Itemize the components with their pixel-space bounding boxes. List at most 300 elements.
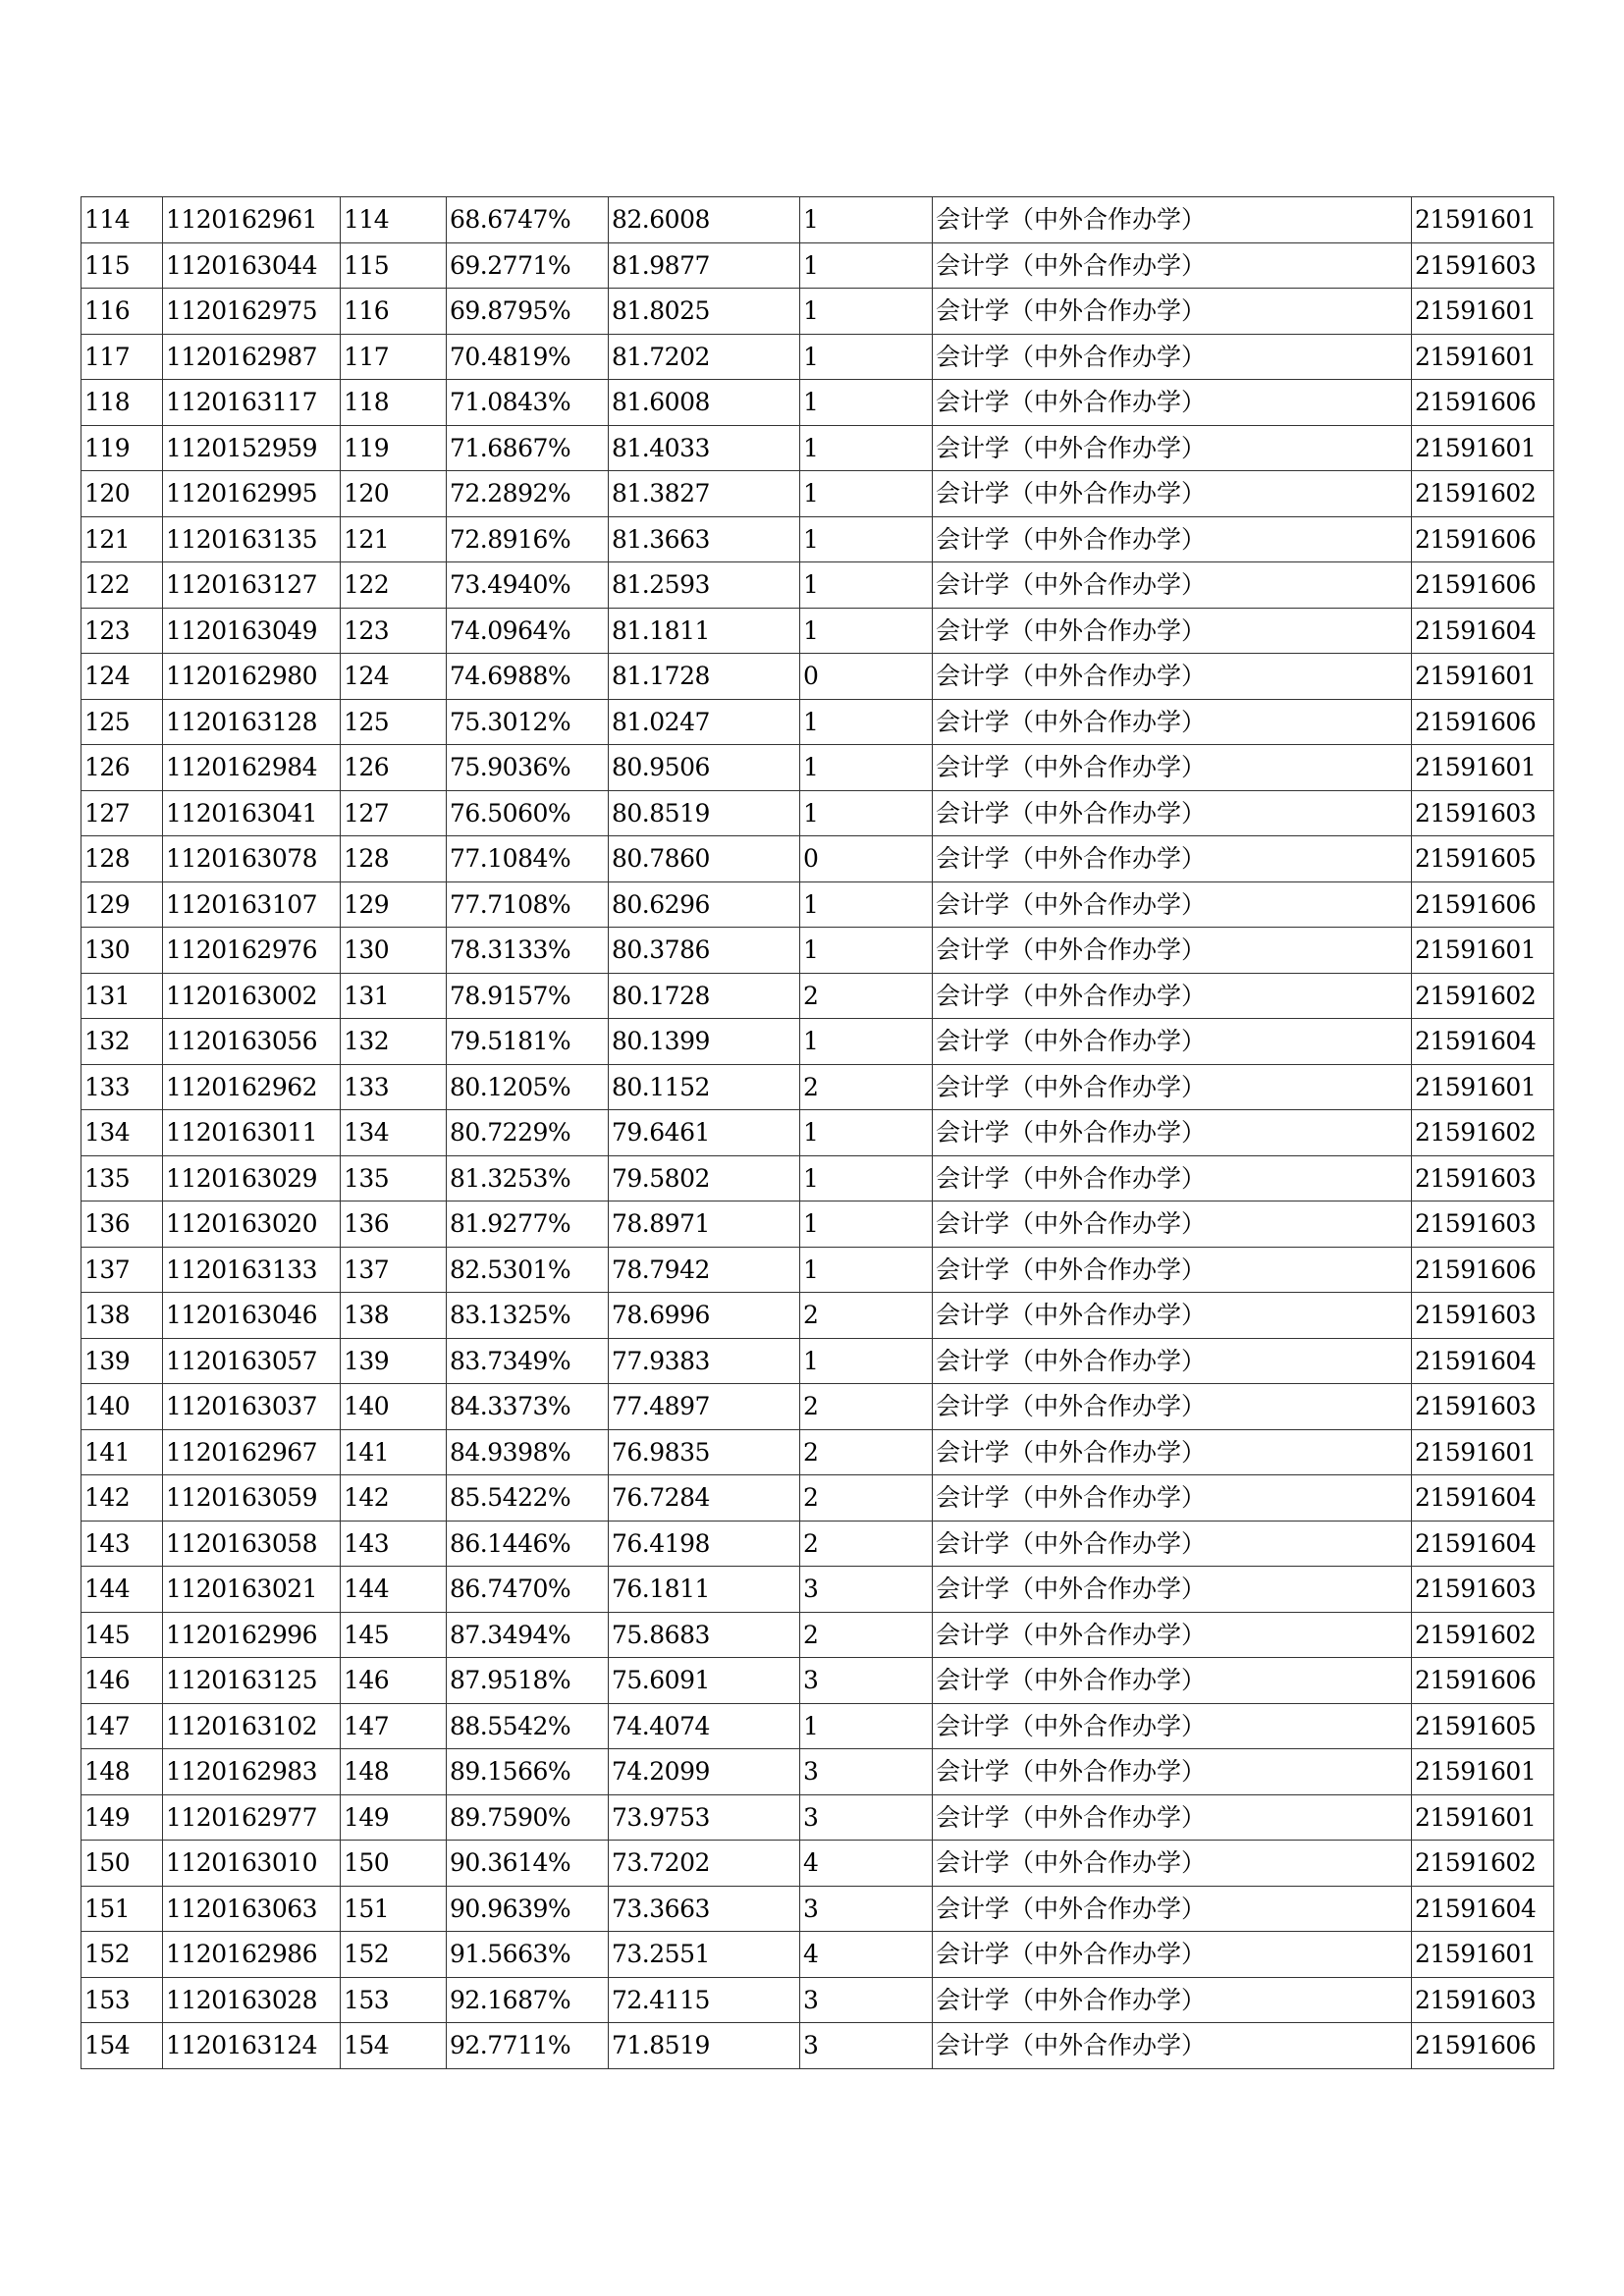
score-cell: 76.9835 [609, 1429, 800, 1475]
rank-cell: 137 [81, 1247, 163, 1293]
position-cell: 140 [341, 1384, 447, 1430]
class-cell: 21591602 [1412, 471, 1554, 517]
student-id-cell: 1120162986 [163, 1932, 341, 1978]
student-id-cell: 1120162983 [163, 1749, 341, 1795]
percentile-cell: 89.1566% [447, 1749, 609, 1795]
rank-cell: 126 [81, 745, 163, 791]
rank-cell: 132 [81, 1019, 163, 1065]
score-cell: 81.1811 [609, 608, 800, 654]
table-row [81, 1886, 1554, 1932]
major-cell: 会计学（中外合作办学） [933, 1567, 1412, 1613]
rank-cell: 145 [81, 1612, 163, 1658]
table-row [81, 928, 1554, 974]
student-id-cell: 1120163041 [163, 790, 341, 836]
table-row [81, 608, 1554, 654]
rank-cell: 121 [81, 516, 163, 562]
table-row [81, 1749, 1554, 1795]
student-id-cell: 1120163037 [163, 1384, 341, 1430]
position-cell: 128 [341, 836, 447, 882]
student-id-cell: 1120162967 [163, 1429, 341, 1475]
major-cell: 会计学（中外合作办学） [933, 2023, 1412, 2069]
class-cell: 21591602 [1412, 1841, 1554, 1887]
student-id-cell: 1120163128 [163, 699, 341, 745]
percentile-cell: 77.1084% [447, 836, 609, 882]
count-cell: 2 [800, 1612, 933, 1658]
count-cell: 1 [800, 1201, 933, 1248]
class-cell: 21591606 [1412, 881, 1554, 928]
position-cell: 117 [341, 334, 447, 380]
class-cell: 21591601 [1412, 745, 1554, 791]
major-cell: 会计学（中外合作办学） [933, 836, 1412, 882]
student-id-cell: 1120163021 [163, 1567, 341, 1613]
rank-cell: 116 [81, 289, 163, 335]
table-row [81, 790, 1554, 836]
percentile-cell: 81.9277% [447, 1201, 609, 1248]
major-cell: 会计学（中外合作办学） [933, 1475, 1412, 1522]
score-cell: 76.1811 [609, 1567, 800, 1613]
table-row [81, 1110, 1554, 1156]
position-cell: 121 [341, 516, 447, 562]
student-id-cell: 1120163078 [163, 836, 341, 882]
student-id-cell: 1120163059 [163, 1475, 341, 1522]
class-cell: 21591604 [1412, 1886, 1554, 1932]
position-cell: 127 [341, 790, 447, 836]
percentile-cell: 69.8795% [447, 289, 609, 335]
percentile-cell: 79.5181% [447, 1019, 609, 1065]
class-cell: 21591603 [1412, 1384, 1554, 1430]
score-cell: 81.3827 [609, 471, 800, 517]
class-cell: 21591601 [1412, 334, 1554, 380]
position-cell: 119 [341, 425, 447, 471]
rank-cell: 118 [81, 380, 163, 426]
percentile-cell: 71.6867% [447, 425, 609, 471]
class-cell: 21591601 [1412, 1749, 1554, 1795]
percentile-cell: 87.9518% [447, 1658, 609, 1704]
major-cell: 会计学（中外合作办学） [933, 1338, 1412, 1384]
score-cell: 80.9506 [609, 745, 800, 791]
class-cell: 21591604 [1412, 1019, 1554, 1065]
percentile-cell: 74.0964% [447, 608, 609, 654]
percentile-cell: 86.7470% [447, 1567, 609, 1613]
count-cell: 1 [800, 699, 933, 745]
position-cell: 132 [341, 1019, 447, 1065]
position-cell: 151 [341, 1886, 447, 1932]
count-cell: 3 [800, 1658, 933, 1704]
rank-cell: 153 [81, 1977, 163, 2023]
class-cell: 21591601 [1412, 425, 1554, 471]
rank-cell: 129 [81, 881, 163, 928]
position-cell: 137 [341, 1247, 447, 1293]
table-row [81, 562, 1554, 609]
table-row [81, 1475, 1554, 1522]
student-id-cell: 1120162961 [163, 197, 341, 243]
position-cell: 146 [341, 1658, 447, 1704]
count-cell: 1 [800, 790, 933, 836]
class-cell: 21591602 [1412, 1612, 1554, 1658]
student-id-cell: 1120163102 [163, 1703, 341, 1749]
rank-cell: 123 [81, 608, 163, 654]
major-cell: 会计学（中外合作办学） [933, 425, 1412, 471]
count-cell: 2 [800, 973, 933, 1019]
major-cell: 会计学（中外合作办学） [933, 608, 1412, 654]
student-id-cell: 1120162995 [163, 471, 341, 517]
major-cell: 会计学（中外合作办学） [933, 242, 1412, 289]
count-cell: 2 [800, 1429, 933, 1475]
major-cell: 会计学（中外合作办学） [933, 1247, 1412, 1293]
count-cell: 2 [800, 1064, 933, 1110]
score-cell: 81.7202 [609, 334, 800, 380]
count-cell: 1 [800, 1019, 933, 1065]
percentile-cell: 83.7349% [447, 1338, 609, 1384]
major-cell: 会计学（中外合作办学） [933, 1886, 1412, 1932]
position-cell: 143 [341, 1521, 447, 1567]
table-row [81, 334, 1554, 380]
table-row [81, 1932, 1554, 1978]
student-id-cell: 1120163029 [163, 1155, 341, 1201]
percentile-cell: 72.2892% [447, 471, 609, 517]
class-cell: 21591601 [1412, 654, 1554, 700]
position-cell: 141 [341, 1429, 447, 1475]
position-cell: 116 [341, 289, 447, 335]
percentile-cell: 78.9157% [447, 973, 609, 1019]
class-cell: 21591606 [1412, 380, 1554, 426]
rank-cell: 127 [81, 790, 163, 836]
student-id-cell: 1120163117 [163, 380, 341, 426]
student-id-cell: 1120163028 [163, 1977, 341, 2023]
rank-cell: 115 [81, 242, 163, 289]
percentile-cell: 87.3494% [447, 1612, 609, 1658]
percentile-cell: 71.0843% [447, 380, 609, 426]
position-cell: 125 [341, 699, 447, 745]
table-row [81, 1019, 1554, 1065]
rank-cell: 150 [81, 1841, 163, 1887]
rank-cell: 128 [81, 836, 163, 882]
position-cell: 124 [341, 654, 447, 700]
class-cell: 21591601 [1412, 1429, 1554, 1475]
major-cell: 会计学（中外合作办学） [933, 1293, 1412, 1339]
class-cell: 21591606 [1412, 2023, 1554, 2069]
table-row [81, 380, 1554, 426]
table-row [81, 1521, 1554, 1567]
position-cell: 147 [341, 1703, 447, 1749]
percentile-cell: 68.6747% [447, 197, 609, 243]
percentile-cell: 88.5542% [447, 1703, 609, 1749]
score-cell: 80.1152 [609, 1064, 800, 1110]
table-row [81, 425, 1554, 471]
rank-cell: 146 [81, 1658, 163, 1704]
position-cell: 135 [341, 1155, 447, 1201]
major-cell: 会计学（中外合作办学） [933, 1612, 1412, 1658]
percentile-cell: 73.4940% [447, 562, 609, 609]
position-cell: 131 [341, 973, 447, 1019]
score-cell: 80.1728 [609, 973, 800, 1019]
position-cell: 148 [341, 1749, 447, 1795]
position-cell: 136 [341, 1201, 447, 1248]
percentile-cell: 90.3614% [447, 1841, 609, 1887]
major-cell: 会计学（中外合作办学） [933, 881, 1412, 928]
table-row [81, 1612, 1554, 1658]
rank-cell: 124 [81, 654, 163, 700]
class-cell: 21591603 [1412, 242, 1554, 289]
position-cell: 149 [341, 1794, 447, 1841]
percentile-cell: 91.5663% [447, 1932, 609, 1978]
score-cell: 72.4115 [609, 1977, 800, 2023]
count-cell: 1 [800, 608, 933, 654]
percentile-cell: 86.1446% [447, 1521, 609, 1567]
position-cell: 118 [341, 380, 447, 426]
table-row [81, 881, 1554, 928]
class-cell: 21591601 [1412, 289, 1554, 335]
rank-cell: 142 [81, 1475, 163, 1522]
score-cell: 81.4033 [609, 425, 800, 471]
rank-cell: 117 [81, 334, 163, 380]
score-cell: 75.6091 [609, 1658, 800, 1704]
position-cell: 139 [341, 1338, 447, 1384]
count-cell: 2 [800, 1521, 933, 1567]
position-cell: 115 [341, 242, 447, 289]
count-cell: 1 [800, 289, 933, 335]
class-cell: 21591604 [1412, 1338, 1554, 1384]
percentile-cell: 84.3373% [447, 1384, 609, 1430]
position-cell: 134 [341, 1110, 447, 1156]
score-cell: 74.4074 [609, 1703, 800, 1749]
percentile-cell: 82.5301% [447, 1247, 609, 1293]
rank-cell: 135 [81, 1155, 163, 1201]
class-cell: 21591602 [1412, 1110, 1554, 1156]
class-cell: 21591601 [1412, 1064, 1554, 1110]
score-cell: 81.6008 [609, 380, 800, 426]
count-cell: 3 [800, 1977, 933, 2023]
student-id-cell: 1120162996 [163, 1612, 341, 1658]
major-cell: 会计学（中外合作办学） [933, 745, 1412, 791]
class-cell: 21591601 [1412, 1794, 1554, 1841]
count-cell: 1 [800, 516, 933, 562]
class-cell: 21591603 [1412, 1977, 1554, 2023]
class-cell: 21591606 [1412, 562, 1554, 609]
score-cell: 76.7284 [609, 1475, 800, 1522]
major-cell: 会计学（中外合作办学） [933, 380, 1412, 426]
percentile-cell: 81.3253% [447, 1155, 609, 1201]
rank-cell: 122 [81, 562, 163, 609]
table-row [81, 1155, 1554, 1201]
position-cell: 122 [341, 562, 447, 609]
student-id-cell: 1120163049 [163, 608, 341, 654]
count-cell: 1 [800, 334, 933, 380]
percentile-cell: 83.1325% [447, 1293, 609, 1339]
major-cell: 会计学（中外合作办学） [933, 1932, 1412, 1978]
class-cell: 21591604 [1412, 1475, 1554, 1522]
student-id-cell: 1120162975 [163, 289, 341, 335]
position-cell: 133 [341, 1064, 447, 1110]
rank-cell: 133 [81, 1064, 163, 1110]
score-cell: 81.1728 [609, 654, 800, 700]
table-row [81, 1429, 1554, 1475]
percentile-cell: 75.3012% [447, 699, 609, 745]
table-row [81, 242, 1554, 289]
score-cell: 82.6008 [609, 197, 800, 243]
table-row [81, 654, 1554, 700]
major-cell: 会计学（中外合作办学） [933, 289, 1412, 335]
class-cell: 21591601 [1412, 1932, 1554, 1978]
position-cell: 145 [341, 1612, 447, 1658]
major-cell: 会计学（中外合作办学） [933, 1703, 1412, 1749]
count-cell: 2 [800, 1475, 933, 1522]
score-cell: 73.9753 [609, 1794, 800, 1841]
count-cell: 1 [800, 1247, 933, 1293]
percentile-cell: 90.9639% [447, 1886, 609, 1932]
table-row [81, 1064, 1554, 1110]
position-cell: 126 [341, 745, 447, 791]
rank-cell: 136 [81, 1201, 163, 1248]
rank-cell: 151 [81, 1886, 163, 1932]
count-cell: 4 [800, 1841, 933, 1887]
count-cell: 3 [800, 2023, 933, 2069]
major-cell: 会计学（中外合作办学） [933, 1794, 1412, 1841]
student-id-cell: 1120163056 [163, 1019, 341, 1065]
percentile-cell: 80.7229% [447, 1110, 609, 1156]
rank-cell: 141 [81, 1429, 163, 1475]
class-cell: 21591603 [1412, 1293, 1554, 1339]
count-cell: 0 [800, 836, 933, 882]
position-cell: 120 [341, 471, 447, 517]
score-cell: 75.8683 [609, 1612, 800, 1658]
student-id-cell: 1120163127 [163, 562, 341, 609]
class-cell: 21591602 [1412, 973, 1554, 1019]
student-id-cell: 1120162962 [163, 1064, 341, 1110]
score-cell: 79.6461 [609, 1110, 800, 1156]
position-cell: 130 [341, 928, 447, 974]
rank-cell: 139 [81, 1338, 163, 1384]
student-id-cell: 1120163107 [163, 881, 341, 928]
count-cell: 3 [800, 1886, 933, 1932]
table-body [81, 197, 1554, 2069]
table-row [81, 1384, 1554, 1430]
score-cell: 81.3663 [609, 516, 800, 562]
table-row [81, 836, 1554, 882]
major-cell: 会计学（中外合作办学） [933, 1110, 1412, 1156]
table-row [81, 1201, 1554, 1248]
rank-cell: 143 [81, 1521, 163, 1567]
class-cell: 21591606 [1412, 516, 1554, 562]
count-cell: 1 [800, 425, 933, 471]
position-cell: 114 [341, 197, 447, 243]
major-cell: 会计学（中外合作办学） [933, 562, 1412, 609]
student-id-cell: 1120163057 [163, 1338, 341, 1384]
percentile-cell: 69.2771% [447, 242, 609, 289]
student-id-cell: 1120152959 [163, 425, 341, 471]
major-cell: 会计学（中外合作办学） [933, 1658, 1412, 1704]
class-cell: 21591603 [1412, 790, 1554, 836]
percentile-cell: 72.8916% [447, 516, 609, 562]
rank-cell: 140 [81, 1384, 163, 1430]
class-cell: 21591606 [1412, 1658, 1554, 1704]
class-cell: 21591603 [1412, 1201, 1554, 1248]
major-cell: 会计学（中外合作办学） [933, 1201, 1412, 1248]
major-cell: 会计学（中外合作办学） [933, 471, 1412, 517]
rank-cell: 131 [81, 973, 163, 1019]
count-cell: 1 [800, 242, 933, 289]
table-row [81, 516, 1554, 562]
percentile-cell: 70.4819% [447, 334, 609, 380]
major-cell: 会计学（中外合作办学） [933, 1384, 1412, 1430]
student-id-cell: 1120162980 [163, 654, 341, 700]
score-cell: 80.8519 [609, 790, 800, 836]
percentile-cell: 74.6988% [447, 654, 609, 700]
class-cell: 21591603 [1412, 1155, 1554, 1201]
student-id-cell: 1120163058 [163, 1521, 341, 1567]
percentile-cell: 89.7590% [447, 1794, 609, 1841]
score-cell: 73.2551 [609, 1932, 800, 1978]
major-cell: 会计学（中外合作办学） [933, 1429, 1412, 1475]
count-cell: 1 [800, 928, 933, 974]
table-row [81, 1658, 1554, 1704]
student-id-cell: 1120163010 [163, 1841, 341, 1887]
count-cell: 1 [800, 562, 933, 609]
major-cell: 会计学（中外合作办学） [933, 1155, 1412, 1201]
student-id-cell: 1120163063 [163, 1886, 341, 1932]
major-cell: 会计学（中外合作办学） [933, 197, 1412, 243]
position-cell: 142 [341, 1475, 447, 1522]
position-cell: 154 [341, 2023, 447, 2069]
score-cell: 80.7860 [609, 836, 800, 882]
score-cell: 78.7942 [609, 1247, 800, 1293]
major-cell: 会计学（中外合作办学） [933, 1521, 1412, 1567]
count-cell: 3 [800, 1794, 933, 1841]
table-row [81, 973, 1554, 1019]
rank-cell: 120 [81, 471, 163, 517]
count-cell: 2 [800, 1384, 933, 1430]
score-cell: 76.4198 [609, 1521, 800, 1567]
table-row [81, 471, 1554, 517]
table-row [81, 1567, 1554, 1613]
rank-cell: 144 [81, 1567, 163, 1613]
table-row [81, 1293, 1554, 1339]
count-cell: 1 [800, 745, 933, 791]
score-cell: 79.5802 [609, 1155, 800, 1201]
class-cell: 21591606 [1412, 1247, 1554, 1293]
score-cell: 71.8519 [609, 2023, 800, 2069]
score-cell: 78.6996 [609, 1293, 800, 1339]
table-row [81, 745, 1554, 791]
score-cell: 81.8025 [609, 289, 800, 335]
rank-cell: 138 [81, 1293, 163, 1339]
student-id-cell: 1120163020 [163, 1201, 341, 1248]
score-cell: 80.6296 [609, 881, 800, 928]
major-cell: 会计学（中外合作办学） [933, 1749, 1412, 1795]
class-cell: 21591601 [1412, 197, 1554, 243]
major-cell: 会计学（中外合作办学） [933, 928, 1412, 974]
percentile-cell: 85.5422% [447, 1475, 609, 1522]
score-cell: 77.9383 [609, 1338, 800, 1384]
rank-cell: 134 [81, 1110, 163, 1156]
ranking-table [81, 196, 1554, 2069]
student-id-cell: 1120162984 [163, 745, 341, 791]
table-row [81, 1794, 1554, 1841]
position-cell: 144 [341, 1567, 447, 1613]
percentile-cell: 92.1687% [447, 1977, 609, 2023]
major-cell: 会计学（中外合作办学） [933, 1064, 1412, 1110]
table-row [81, 1841, 1554, 1887]
table-row [81, 2023, 1554, 2069]
count-cell: 1 [800, 197, 933, 243]
major-cell: 会计学（中外合作办学） [933, 1841, 1412, 1887]
rank-cell: 125 [81, 699, 163, 745]
count-cell: 1 [800, 881, 933, 928]
position-cell: 150 [341, 1841, 447, 1887]
score-cell: 74.2099 [609, 1749, 800, 1795]
class-cell: 21591606 [1412, 699, 1554, 745]
position-cell: 123 [341, 608, 447, 654]
